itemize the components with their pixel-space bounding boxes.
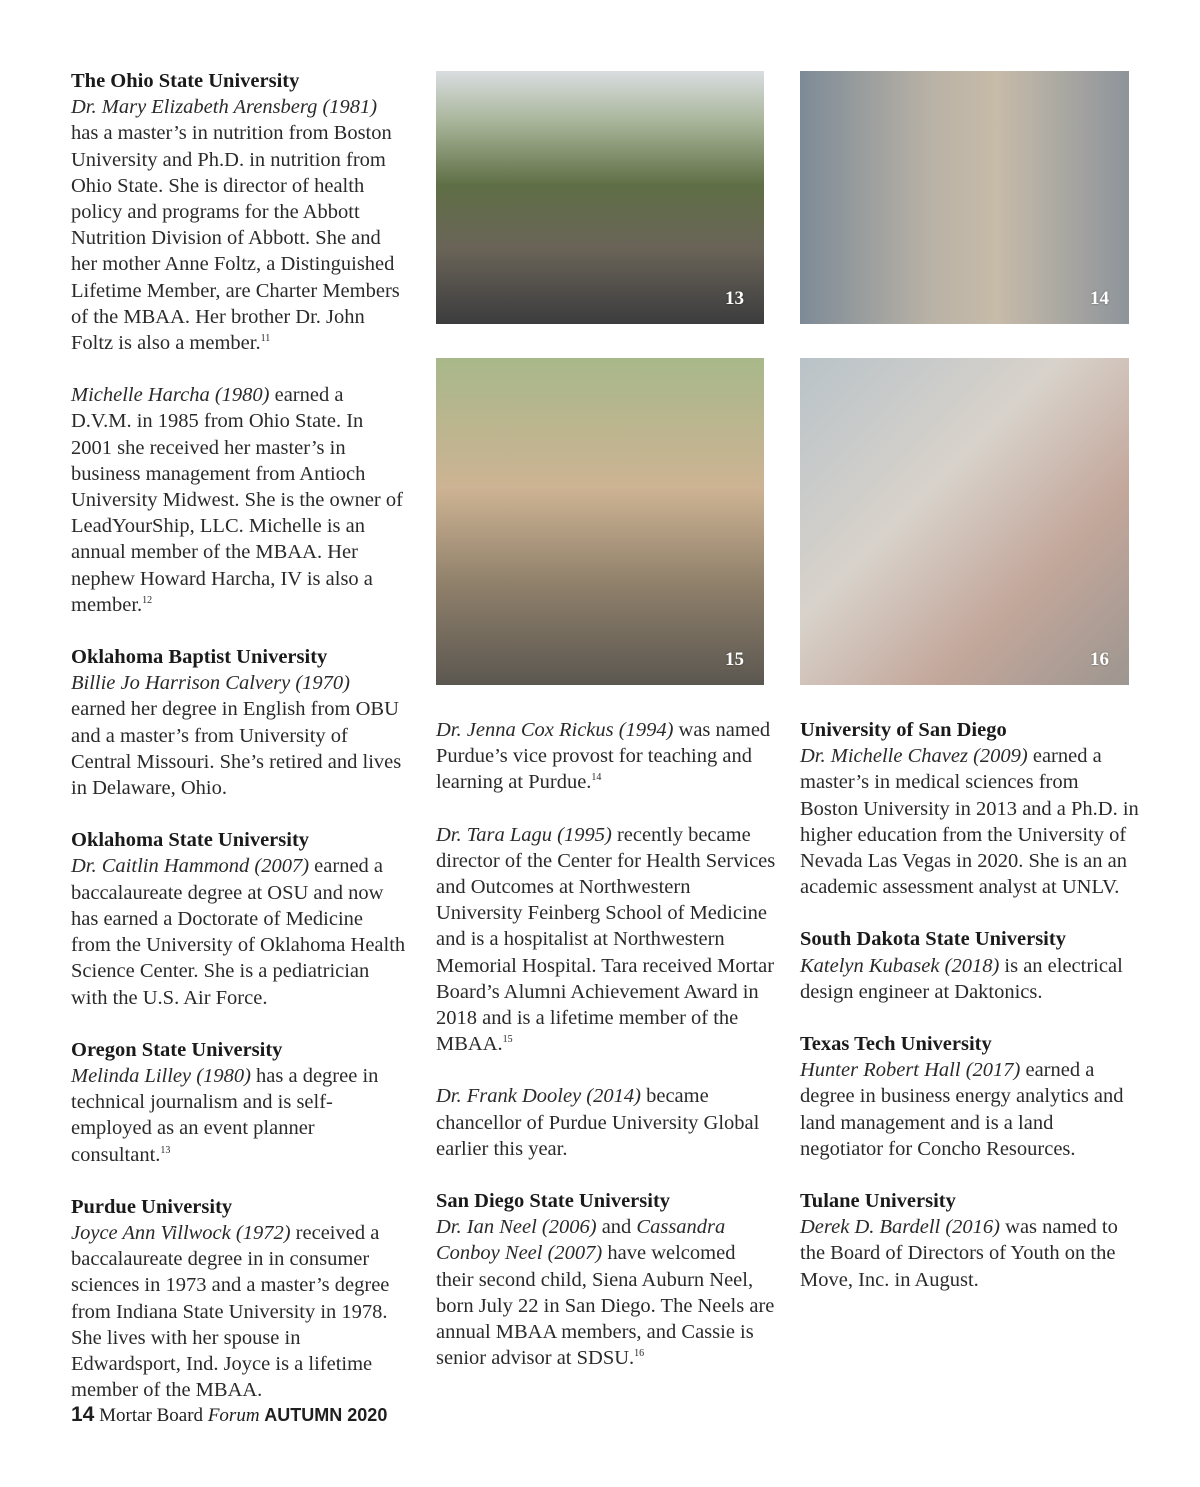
entry-text: earned a D.V.M. in 1985 from Ohio State. In 2001 she received her master’s in business management from Antioch University Midwest. She is the owner of LeadYourShip, LLC. Michelle is an annual member of the MBAA. Her nephew Howard Harcha, IV is also a member. <box>71 384 403 616</box>
member-name-2: Cassandra Conboy Neel (2007) <box>436 1216 726 1265</box>
photo-number: 16 <box>1090 649 1109 670</box>
photo-number: 13 <box>725 288 744 309</box>
issue-season: AUTUMN 2020 <box>264 1405 388 1425</box>
entry-body <box>436 1083 776 1162</box>
school-heading: Oklahoma State University <box>71 829 310 852</box>
school-heading: Oregon State University <box>71 1038 283 1061</box>
photo-number: 14 <box>1090 288 1109 309</box>
member-name: Dr. Michelle Chavez (2009) <box>800 745 1028 768</box>
entry-body <box>800 953 1140 1005</box>
member-name: Dr. Caitlin Hammond (2007) <box>71 855 310 878</box>
entry-body <box>71 382 406 618</box>
entry-chavez <box>800 717 1140 900</box>
entry-body <box>71 853 406 1010</box>
photo-number: 15 <box>725 649 744 670</box>
entry-lagu <box>436 822 776 1058</box>
entry-body <box>800 1057 1140 1162</box>
school-heading: San Diego State University <box>436 1190 671 1213</box>
page-footer <box>71 1403 387 1427</box>
school-heading: Oklahoma Baptist University <box>71 646 328 669</box>
member-name: Derek D. Bardell (2016) <box>800 1216 1001 1239</box>
magazine-name-italic: Forum <box>207 1405 260 1426</box>
school-heading: Tulane University <box>800 1190 956 1213</box>
entry-body <box>71 1063 406 1168</box>
footnote-ref: 14 <box>591 772 602 784</box>
entry-harcha <box>71 382 406 618</box>
entry-bardell <box>800 1188 1140 1293</box>
entry-text: is an electrical design engineer at Daktonics. <box>800 954 1123 1003</box>
entry-text: earned a master’s in medical sciences from Boston University in 2013 and a Ph.D. in higher education from the University of Nevada Las Vegas in 2020. She is an an academic assessment analyst at UNLV. <box>800 745 1139 899</box>
member-name: Dr. Ian Neel (2006) <box>436 1216 597 1239</box>
entry-text: has a master’s in nutrition from Boston University and Ph.D. in nutrition from Ohio State. She is director of health policy and programs for the Abbott Nutrition Division of Abbott. She and her mother Anne Foltz, a Distinguished Lifetime Member, are Charter Members of the MBAA. Her brother Dr. John Foltz is also a member. <box>71 122 400 355</box>
photo-portrait-woman-curly-hair <box>800 71 1129 324</box>
entry-text: was named to the Board of Directors of Youth on the Move, Inc. in August. <box>800 1216 1118 1291</box>
entry-text: received a baccalaureate degree in in consumer sciences in 1973 and a master’s degree from Indiana State University in 1978. She lives with her spouse in Edwardsport, Ind. Joyce is a lifetime member of the MBAA. <box>71 1221 390 1402</box>
magazine-name: Mortar Board <box>99 1405 204 1426</box>
school-heading: Texas Tech University <box>800 1033 992 1056</box>
footnote-ref: 11 <box>260 333 271 345</box>
entry-text: have welcomed their second child, Siena Auburn Neel, born July 22 in San Diego. The Neels are annual MBAA members, and Cassie is senior advisor at SDSU. <box>436 1242 775 1370</box>
entry-body <box>436 1214 776 1371</box>
entry-arensberg <box>71 68 406 356</box>
entry-body <box>71 1220 406 1403</box>
footnote-ref: 13 <box>160 1144 171 1156</box>
entry-body <box>71 94 406 356</box>
member-name: Katelyn Kubasek (2018) <box>800 954 1000 977</box>
school-heading: The Ohio State University <box>71 70 300 92</box>
member-name: Dr. Jenna Cox Rickus (1994) <box>436 719 674 741</box>
entry-text: earned a degree in business energy analytics and land management and is a land negotiator for Concho Resources. <box>800 1059 1124 1160</box>
member-name: Billie Jo Harrison Calvery (1970) <box>71 672 350 695</box>
member-name: Dr. Frank Dooley (2014) <box>436 1085 641 1108</box>
entry-lilley <box>71 1037 406 1168</box>
member-name: Dr. Tara Lagu (1995) <box>436 823 612 846</box>
school-heading: Purdue University <box>71 1195 233 1218</box>
entry-calvery <box>71 644 406 801</box>
entry-neel <box>436 1188 776 1371</box>
footnote-ref: 16 <box>634 1348 645 1360</box>
member-name: Michelle Harcha (1980) <box>71 384 270 407</box>
entry-body <box>800 1214 1140 1293</box>
entry-kubasek <box>800 926 1140 1005</box>
entry-text: earned her degree in English from OBU and a master’s from University of Central Missouri. She’s retired and lives in Delaware, Ohio. <box>71 698 402 800</box>
entry-text: was named Purdue’s vice provost for teaching and learning at Purdue. <box>436 719 771 794</box>
entry-body <box>800 743 1140 900</box>
member-name: Dr. Mary Elizabeth Arensberg (1981) <box>71 96 378 119</box>
footnote-ref: 15 <box>502 1034 513 1046</box>
entry-dooley <box>436 1083 776 1162</box>
entry-villwock <box>71 1194 406 1404</box>
member-name: Hunter Robert Hall (2017) <box>800 1059 1021 1082</box>
entry-hammond <box>71 827 406 1010</box>
right-column <box>800 717 1140 1319</box>
page-number: 14 <box>71 1403 95 1426</box>
member-name: Melinda Lilley (1980) <box>71 1064 251 1087</box>
entry-text: earned a baccalaureate degree at OSU and now has earned a Doctorate of Medicine from the University of Oklahoma Health Science Center. She is a pediatrician with the U.S. Air Force. <box>71 855 406 1009</box>
entry-text: has a degree in technical journalism and is self-employed as an event planner consultant. <box>71 1064 379 1166</box>
photo-portrait-woman-blazer <box>436 358 764 685</box>
left-column <box>71 68 406 1429</box>
entry-body <box>436 822 776 1058</box>
entry-text: recently became director of the Center for Health Services and Outcomes at Northwestern University Feinberg School of Medicine and is a hospitalist at Northwestern Memorial Hospital. Tara received Mortar Board’s Alumni Achievement Award in 2018 and is a lifetime member of the MBAA. <box>436 823 776 1056</box>
entry-body <box>436 717 776 796</box>
school-heading: University of San Diego <box>800 719 1007 741</box>
school-heading: South Dakota State University <box>800 928 1066 951</box>
middle-column <box>436 717 776 1397</box>
entry-text: and <box>601 1216 632 1239</box>
member-name: Joyce Ann Villwock (1972) <box>71 1221 291 1244</box>
footnote-ref: 12 <box>142 595 153 607</box>
entry-text: became chancellor of Purdue University Global earlier this year. <box>436 1085 760 1160</box>
entry-rickus <box>436 717 776 796</box>
entry-body <box>71 670 406 801</box>
entry-hall <box>800 1031 1140 1162</box>
photo-family-group <box>436 71 764 324</box>
photo-newborn-baby <box>800 358 1129 685</box>
